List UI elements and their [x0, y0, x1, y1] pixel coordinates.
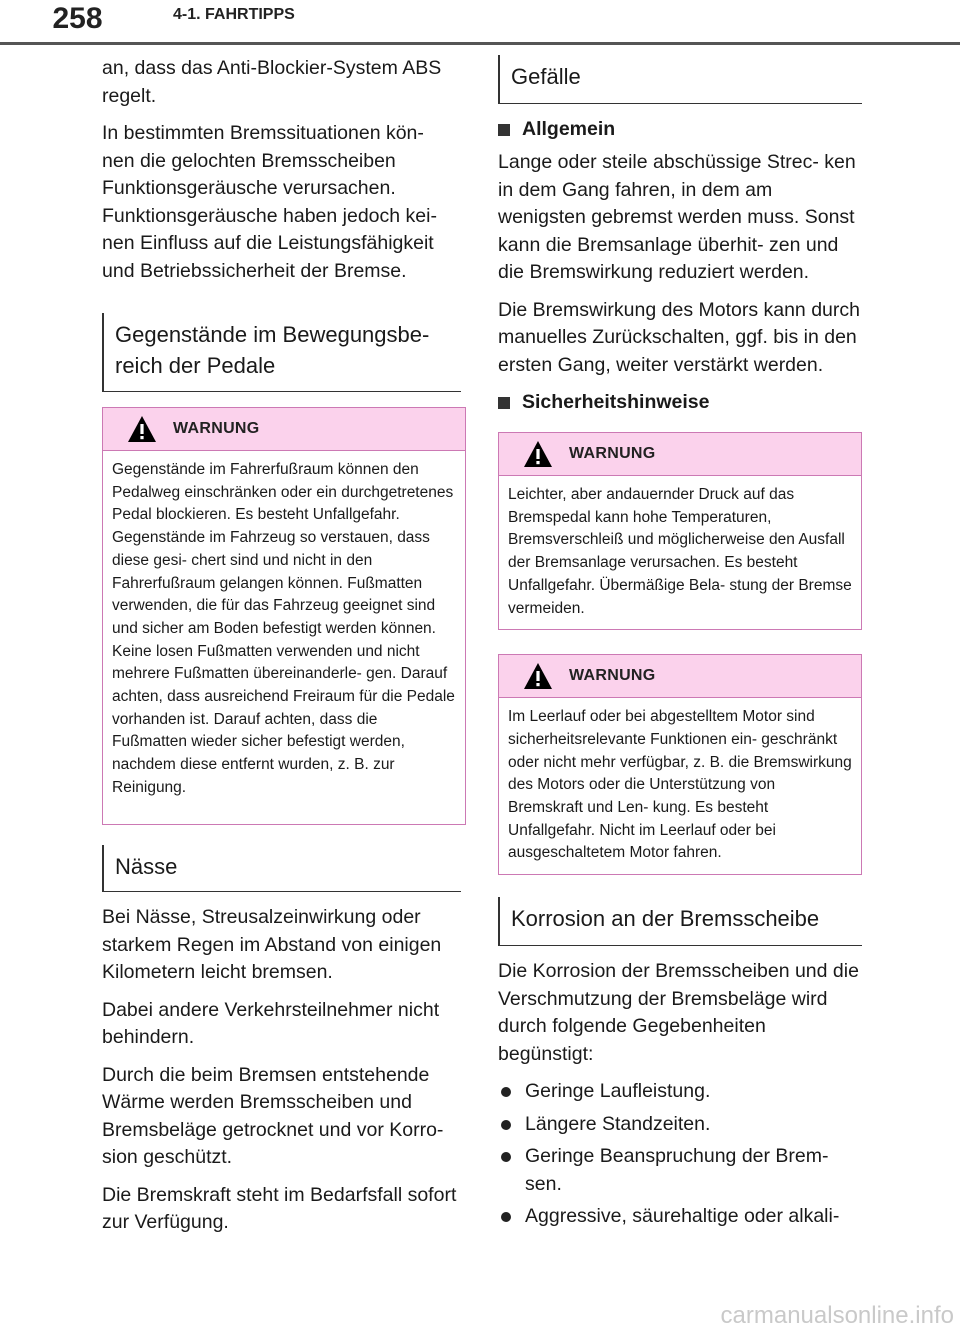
list-item [498, 1203, 862, 1231]
warning-text: Gegenstände im Fahrerfußraum können den Pedalweg einschränken oder ein durchgetretenes Pedal blockieren. Es besteht Unfallgefahr. Gegenstände im Fahrzeug so verstauen, dass diese gesi- chert sind und nicht in den Fahrerfußraum gelangen können. Fußmatten verwenden, die für das Fahrzeug geeignet sind und sicher am Boden befestigt werden können. Keine losen Fußmatten verwenden und nicht mehrere Fußmatten übereinanderle- gen. Darauf achten, dass ausreichend Freiraum für die Pedale vorhanden ist. Darauf achten, dass die Fußmatten wieder sicher befestigt werden, nachdem diese entfernt wurden, z. B. zur Reinigung. [112, 461, 455, 796]
chapter-title: 4-1. FAHRTIPPS [173, 6, 295, 23]
naesse-paragraph: Bei Nässe, Streusalzeinwirkung oder starkem Regen im Abstand von einigen Kilometern leicht bremsen. [102, 906, 442, 983]
naesse-paragraph: Die Bremskraft steht im Bedarfsfall sofort zur Verfügung. [102, 1183, 457, 1233]
list-item [498, 1078, 862, 1106]
bullet-dot-icon [501, 1212, 511, 1222]
bullet-dot-icon [501, 1120, 511, 1130]
bullet-dot-icon [501, 1152, 511, 1162]
subhead-label: Sicherheitshinweise [522, 391, 710, 413]
subhead-allgemein [498, 116, 862, 143]
list-item [498, 1143, 862, 1198]
warning-text: Im Leerlauf oder bei abgestelltem Motor sind sicherheitsrelevante Funktionen ein- geschränkt oder nicht mehr verfügbar, z. B. die Bremswirkung des Motors oder die Unterstützung von Bremskraft und Len- kung. Es besteht Unfallgefahr. Nicht im Leerlauf oder bei ausgeschaltetem Motor fahren. [508, 708, 852, 862]
intro-paragraph: In bestimmten Bremssituationen kön- nen die gelochten Bremsscheiben Funktionsgeräusche verursachen. Funktionsgeräusche haben jedoch kei- nen Einfluss auf die Leistungsfähigkeit und Betriebssicherheit der Bremse. [102, 122, 437, 282]
list-item-text: Längere Standzeiten. [525, 1112, 711, 1135]
page-number: 258 [52, 2, 103, 35]
warning-triangle-icon [127, 414, 157, 444]
square-bullet-icon [498, 397, 510, 409]
warning-title: WARNUNG [569, 445, 656, 462]
section-heading-pedale: Gegenstände im Bewegungsbe- reich der Pedale [102, 313, 461, 392]
warning-header [499, 433, 861, 476]
warning-header [499, 655, 861, 698]
naesse-paragraph: Durch die beim Bremsen entstehende Wärme werden Bremsscheiben und Bremsbeläge getrocknet und vor Korro- sion geschützt. [102, 1063, 444, 1168]
section-heading-gefaelle: Gefälle [498, 55, 862, 104]
bullet-dot-icon [501, 1087, 511, 1097]
header-rule [0, 42, 960, 45]
naesse-paragraph: Dabei andere Verkehrsteilnehmer nicht behindern. [102, 998, 440, 1048]
korrosion-intro: Die Korrosion der Bremsscheiben und die Verschmutzung der Bremsbeläge wird durch folgende Gegebenheiten begünstigt: [498, 960, 859, 1065]
intro-paragraph: an, dass das Anti-Blockier-System ABS regelt. [102, 57, 442, 107]
warning-triangle-icon [523, 661, 553, 691]
warning-header [103, 408, 465, 451]
warning-box-druck [498, 432, 862, 630]
warning-triangle-icon [523, 439, 553, 469]
warning-box-pedale [102, 407, 466, 825]
list-item-text: Aggressive, säurehaltige oder alkali- [525, 1205, 840, 1228]
section-heading-naesse: Nässe [102, 845, 461, 892]
list-item-text: Geringe Beanspruchung der Brem- sen. [525, 1145, 829, 1195]
section-heading-korrosion: Korrosion an der Bremsscheibe [498, 897, 862, 946]
watermark: carmanualsonline.info [720, 1302, 954, 1329]
warning-title: WARNUNG [569, 667, 656, 685]
left-column [102, 55, 466, 1247]
subhead-label: Allgemein [522, 118, 616, 140]
right-column [498, 55, 862, 1236]
allgemein-paragraph: Die Bremswirkung des Motors kann durch manuelles Zurückschalten, ggf. bis in den ersten Gang, weiter verstärkt werden. [498, 298, 860, 376]
allgemein-paragraph: Lange oder steile abschüssige Strec- ken in dem Gang fahren, in dem am wenigsten gebremst werden muss. Sonst kann die Bremsanlage überhit- zen und die Bremswirkung reduziert werden. [498, 151, 856, 283]
list-item [498, 1111, 862, 1139]
warning-text: Leichter, aber andauernder Druck auf das Bremspedal kann hohe Temperaturen, Bremsverschleiß und möglicherweise den Ausfall der Bremsanlage verursachen. Es besteht Unfallgefahr. Übermäßige Bela- stung der Bremse vermeiden. [508, 486, 852, 617]
square-bullet-icon [498, 124, 510, 136]
list-item-text: Geringe Laufleistung. [525, 1080, 711, 1103]
warning-title: WARNUNG [173, 420, 260, 437]
subhead-sicherheit [498, 389, 862, 416]
warning-box-leerlauf [498, 654, 862, 875]
